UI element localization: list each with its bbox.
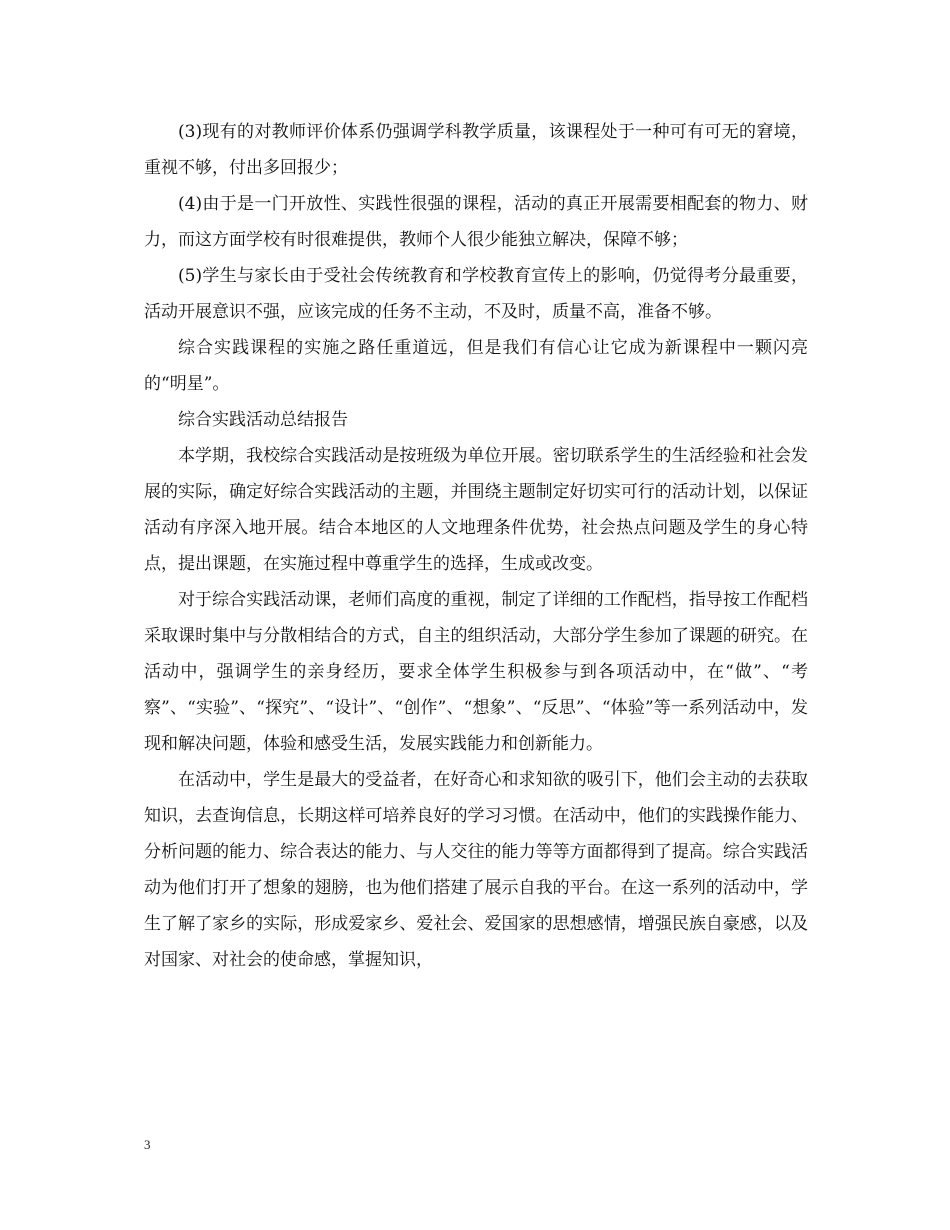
paragraph-students: 在活动中，学生是最大的受益者，在好奇心和求知欲的吸引下，他们会主动的去获取知识，去查询信息，长期这样可培养良好的学习习惯。在活动中，他们的实践操作能力、分析问题的能力、综合表达的能力、与人交往的能力等等方面都得到了提高。综合实践活动为他们打开了想象的翅膀，也为他们搭建了展示自我的平台。在这一系列的活动中，学生了解了家乡的实际，形成爱家乡、爱社会、爱国家的思想感情，增强民族自豪感，以及对国家、对社会的使命感，掌握知识，	[144, 770, 808, 970]
document-body	[144, 114, 808, 978]
paragraph-teachers: 对于综合实践活动课，老师们高度的重视，制定了详细的工作配档，指导按工作配档采取课时集中与分散相结合的方式，自主的组织活动，大部分学生参加了课题的研究。在活动中，强调学生的亲身经历，要求全体学生积极参与到各项活动中，在“做”、“考察”、“实验”、“探究”、“设计”、“创作”、“想象”、“反思”、“体验”等一系列活动中，发现和解决问题，体验和感受生活，发展实践能力和创新能力。	[144, 590, 808, 754]
paragraph-intro: 本学期，我校综合实践活动是按班级为单位开展。密切联系学生的生活经验和社会发展的实际，确定好综合实践活动的主题，并围绕主题制定好切实可行的活动计划，以保证活动有序深入地开展。结合本地区的人文地理条件优势，社会热点问题及学生的身心特点，提出课题，在实施过程中尊重学生的选择，生成或改变。	[144, 446, 808, 574]
paragraph-item-4: (4)由于是一门开放性、实践性很强的课程，活动的真正开展需要相配套的物力、财力，而这方面学校有时很难提供，教师个人很少能独立解决，保障不够；	[144, 194, 808, 250]
paragraph-conclusion: 综合实践课程的实施之路任重道远，但是我们有信心让它成为新课程中一颗闪亮的“明星”。	[144, 338, 808, 394]
paragraph-item-5: (5)学生与家长由于受社会传统教育和学校教育宣传上的影响，仍觉得考分最重要，活动开展意识不强，应该完成的任务不主动，不及时，质量不高，准备不够。	[144, 266, 808, 322]
paragraph-item-3: (3)现有的对教师评价体系仍强调学科教学质量，该课程处于一种可有可无的窘境，重视不够，付出多回报少；	[144, 122, 808, 178]
section-heading: 综合实践活动总结报告	[178, 410, 348, 430]
page-number: 3	[144, 1137, 151, 1152]
